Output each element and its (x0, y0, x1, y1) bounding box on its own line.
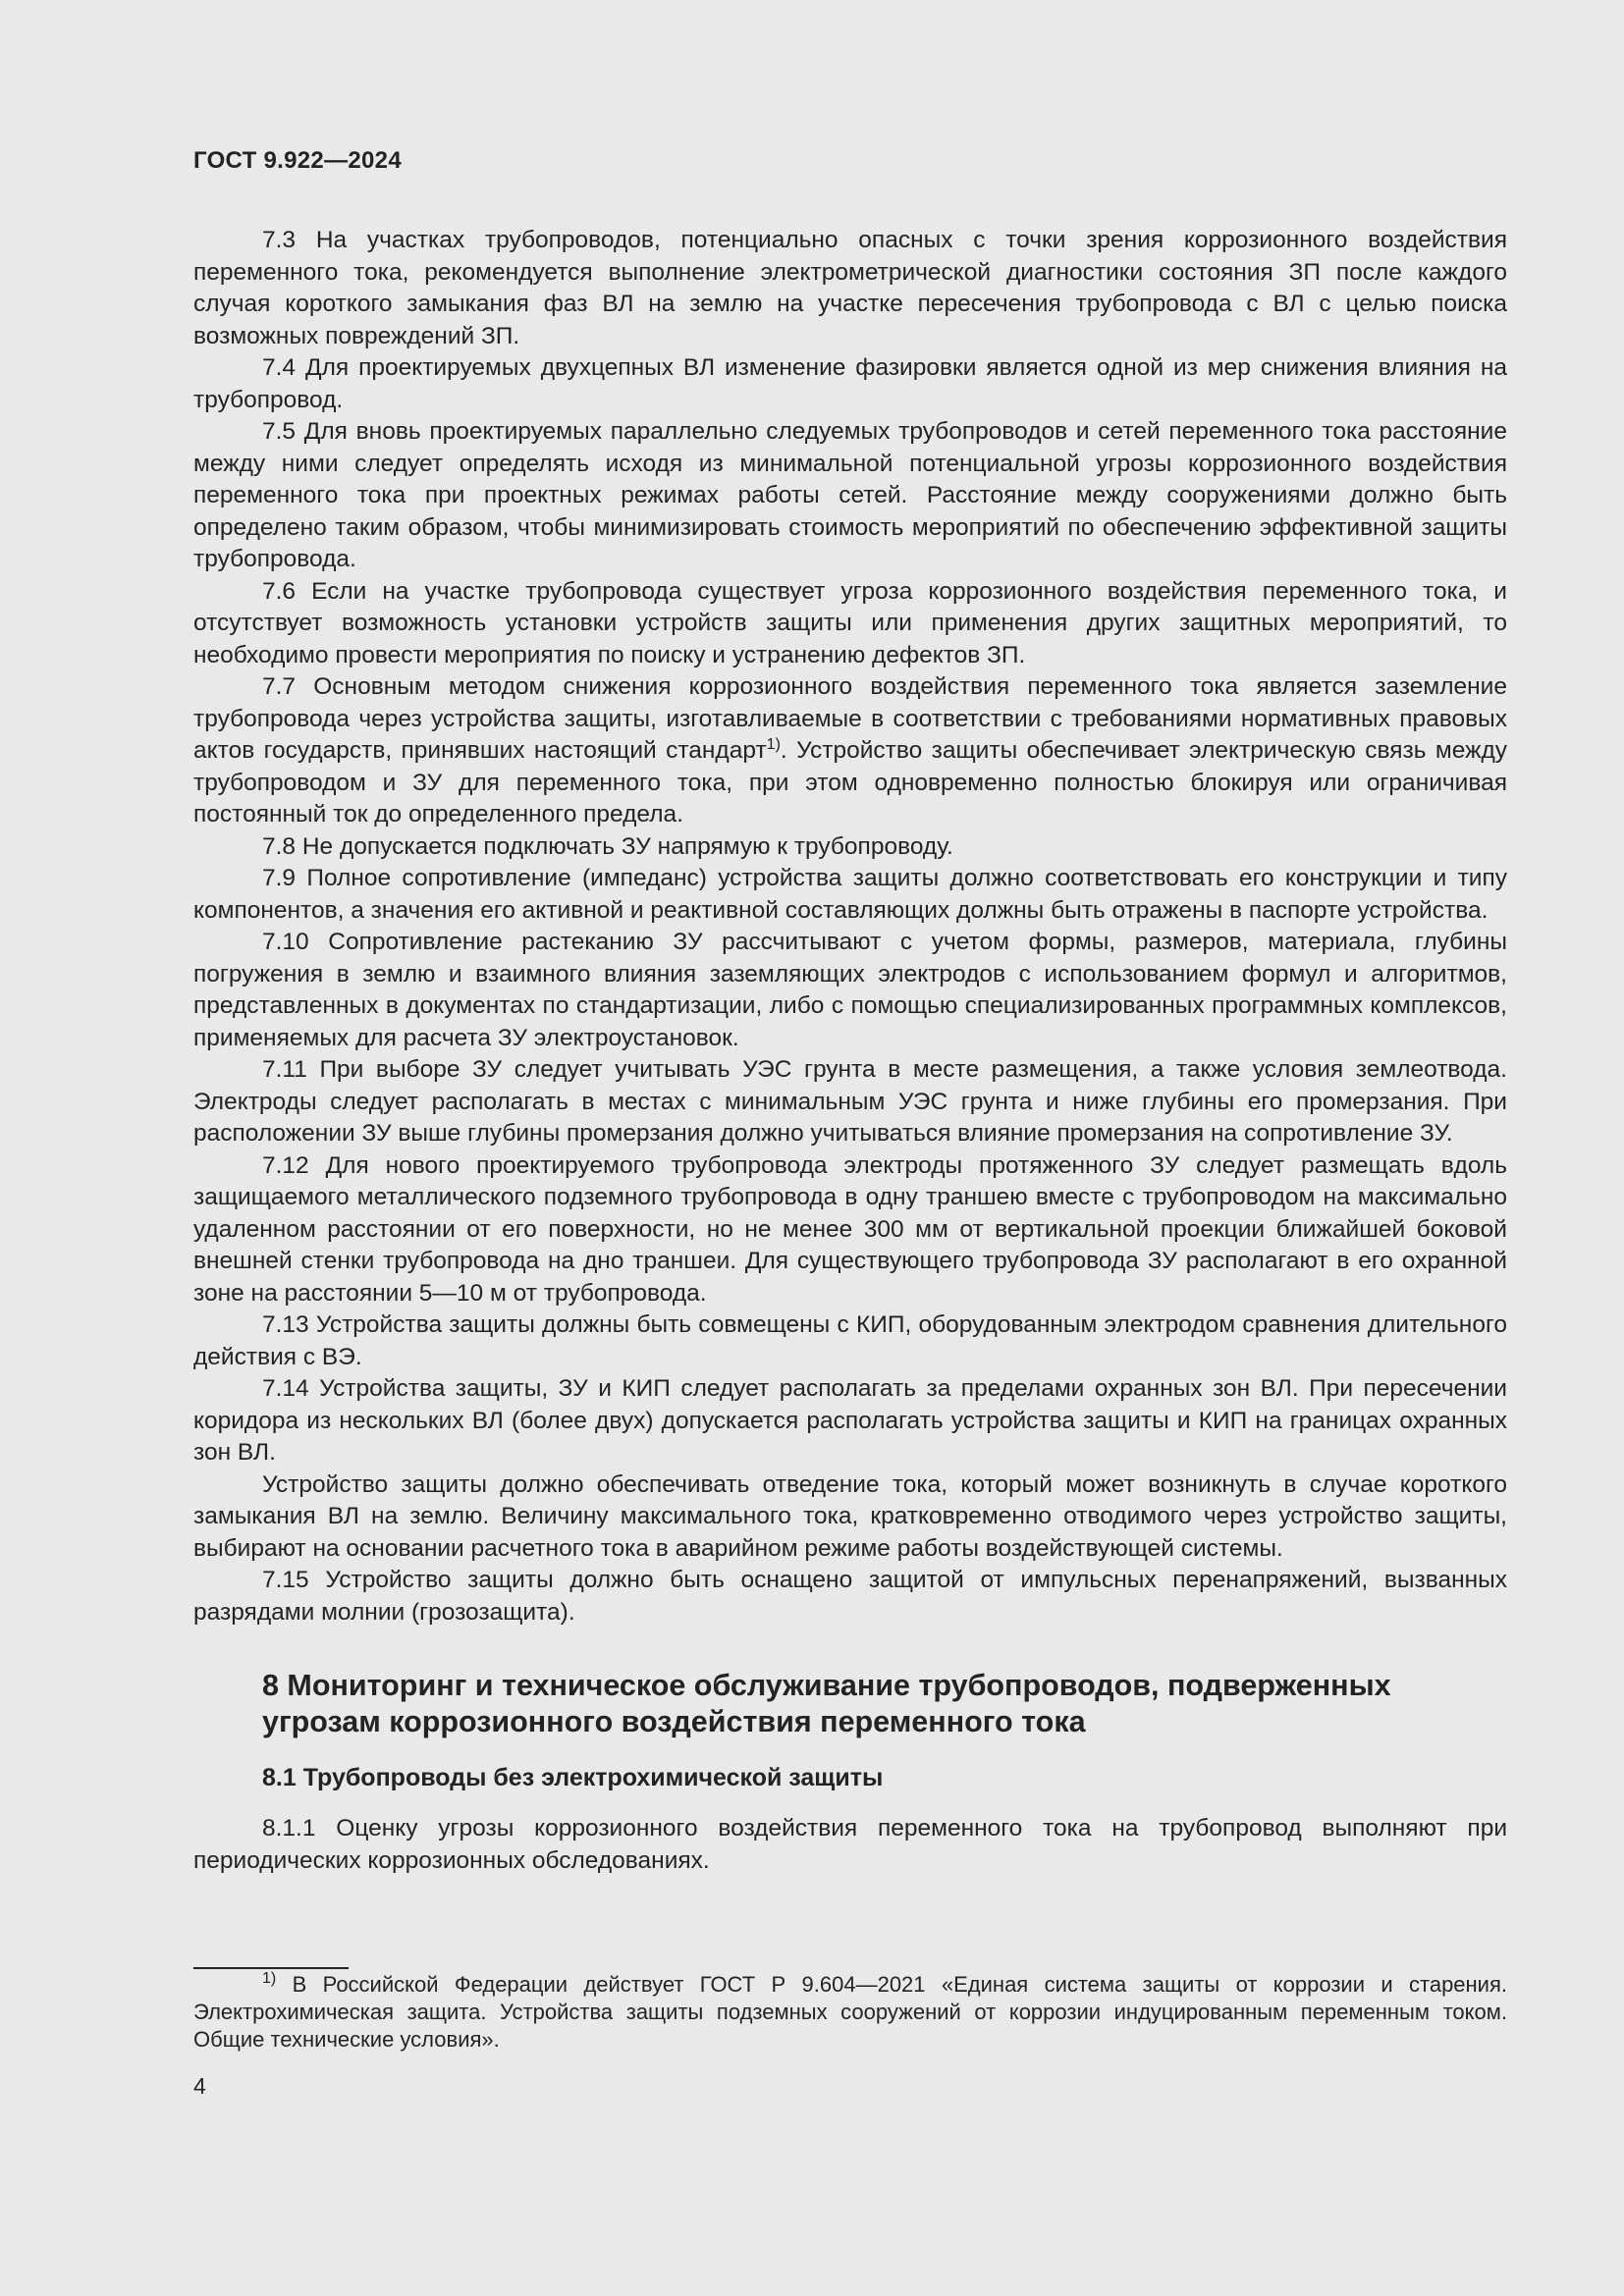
paragraph-7-4: 7.4 Для проектируемых двухцепных ВЛ изменение фазировки является одной из мер снижения влияния на трубопровод. (193, 354, 1507, 413)
paragraph-7-3: 7.3 На участках трубопроводов, потенциально опасных с точки зрения коррозионного воздействия переменного тока, рекомендуется выполнение электрометрической диагностики состояния ЗП после каждого случая короткого замыкания фаз ВЛ на землю на участке пересечения трубопровода с ВЛ с целью поиска возможных повреждений ЗП. (193, 227, 1507, 349)
document-code-header: ГОСТ 9.922—2024 (193, 147, 402, 174)
paragraph-7-7 (193, 671, 1507, 831)
paragraph-7-10: 7.10 Сопротивление растеканию ЗУ рассчитывают с учетом формы, размеров, материала, глубины погружения в землю и взаимного влияния заземляющих электродов с использованием формул и алгоритмов, представленных в документах по стандартизации, либо с помощью специализированных программных комплексов, применяемых для расчета ЗУ электроустановок. (193, 929, 1507, 1051)
footnote-reference: 1) (766, 736, 781, 753)
footnote-text: В Российской Федерации действует ГОСТ Р 9.604—2021 «Единая система защиты от коррозии и старения. Электрохимическая защита. Устройства защиты подземных сооружений от коррозии индуцированным переменным током. Общие технические условия». (193, 1972, 1507, 2052)
paragraph-7-8: 7.8 Не допускается подключать ЗУ напрямую к трубопроводу. (262, 832, 953, 860)
section-8-1-heading: 8.1 Трубопроводы без электрохимической защиты (262, 1764, 884, 1791)
paragraph-7-14: 7.14 Устройства защиты, ЗУ и КИП следует располагать за пределами охранных зон ВЛ. При пересечении коридора из нескольких ВЛ (более двух) допускается располагать устройства защиты и КИП на границах охранных зон ВЛ. (193, 1375, 1507, 1466)
paragraph-7-5: 7.5 Для вновь проектируемых параллельно следуемых трубопроводов и сетей переменного тока расстояние между ними следует определять исходя из минимальной потенциальной угрозы коррозионного воздействия переменного тока при проектных режимах работы сетей. Расстояние между сооружениями должно быть определено таким образом, чтобы минимизировать стоимость мероприятий по обеспечению эффективной защиты трубопровода. (193, 418, 1507, 572)
paragraph-7-12: 7.12 Для нового проектируемого трубопровода электроды протяженного ЗУ следует размещать вдоль защищаемого металлического подземного трубопровода в одну траншею вместе с трубопроводом на максимально удаленном расстоянии от его поверхности, но не менее 300 мм от вертикальной проекции ближайшей боковой внешней стенки трубопровода на дно траншеи. Для существующего трубопровода ЗУ располагают в его охранной зоне на расстоянии 5—10 м от трубопровода. (193, 1151, 1507, 1307)
paragraph-7-7-text: 7.7 Основным методом снижения коррозионного воздействия переменного тока является заземление трубопровода через устройства защиты, изготавливаемые в соответствии с требованиями нормативных правовых актов государств, принявших настоящий стандарт (193, 673, 1507, 764)
paragraph-7-6: 7.6 Если на участке трубопровода существует угроза коррозионного воздействия переменного тока, и отсутствует возможность установки устройств защиты или применения других защитных мероприятий, то необходимо провести мероприятия по поиску и устранению дефектов ЗП. (193, 577, 1507, 668)
document-body (193, 225, 1507, 1877)
paragraph-7-15: 7.15 Устройство защиты должно быть оснащено защитой от импульсных перенапряжений, вызванных разрядами молнии (грозозащита). (193, 1567, 1507, 1626)
page-number: 4 (193, 2073, 206, 2099)
section-8-heading: 8 Мониторинг и техническое обслуживание трубопроводов, подверженных угрозам коррозионного воздействия переменного тока (262, 1669, 1391, 1738)
paragraph-7-7-text-cont: . Устройство защиты обеспечивает электрическую связь между трубопроводом и ЗУ для переменного тока, при этом одновременно полностью блокируя или ограничивая постоянный ток до определенного предела. (193, 737, 1508, 828)
paragraph-7-13: 7.13 Устройства защиты должны быть совмещены с КИП, оборудованным электродом сравнения длительного действия с ВЭ. (193, 1311, 1507, 1370)
paragraph-8-1-1: 8.1.1 Оценку угрозы коррозионного воздействия переменного тока на трубопровод выполняют при периодических коррозионных обследованиях. (193, 1815, 1507, 1874)
footnote-divider (193, 1967, 349, 1969)
paragraph-7-14-cont: Устройство защиты должно обеспечивать отведение тока, который может возникнуть в случае короткого замыкания ВЛ на землю. Величину максимального тока, кратковременно отводимого через устройство защиты, выбирают на основании расчетного тока в аварийном режиме работы воздействующей системы. (193, 1470, 1507, 1562)
paragraph-7-9: 7.9 Полное сопротивление (импеданс) устройства защиты должно соответствовать его конструкции и типу компонентов, а значения его активной и реактивной составляющих должны быть отражены в паспорте устройства. (193, 865, 1507, 924)
footnote (193, 1971, 1507, 2054)
footnote-mark: 1) (262, 1970, 277, 1987)
paragraph-7-11: 7.11 При выборе ЗУ следует учитывать УЭС грунта в месте размещения, а также условия землеотвода. Электроды следует располагать в местах с минимальным УЭС грунта и ниже глубины его промерзания. При расположении ЗУ выше глубины промерзания должно учитываться влияние промерзания на сопротивление ЗУ. (193, 1056, 1507, 1147)
